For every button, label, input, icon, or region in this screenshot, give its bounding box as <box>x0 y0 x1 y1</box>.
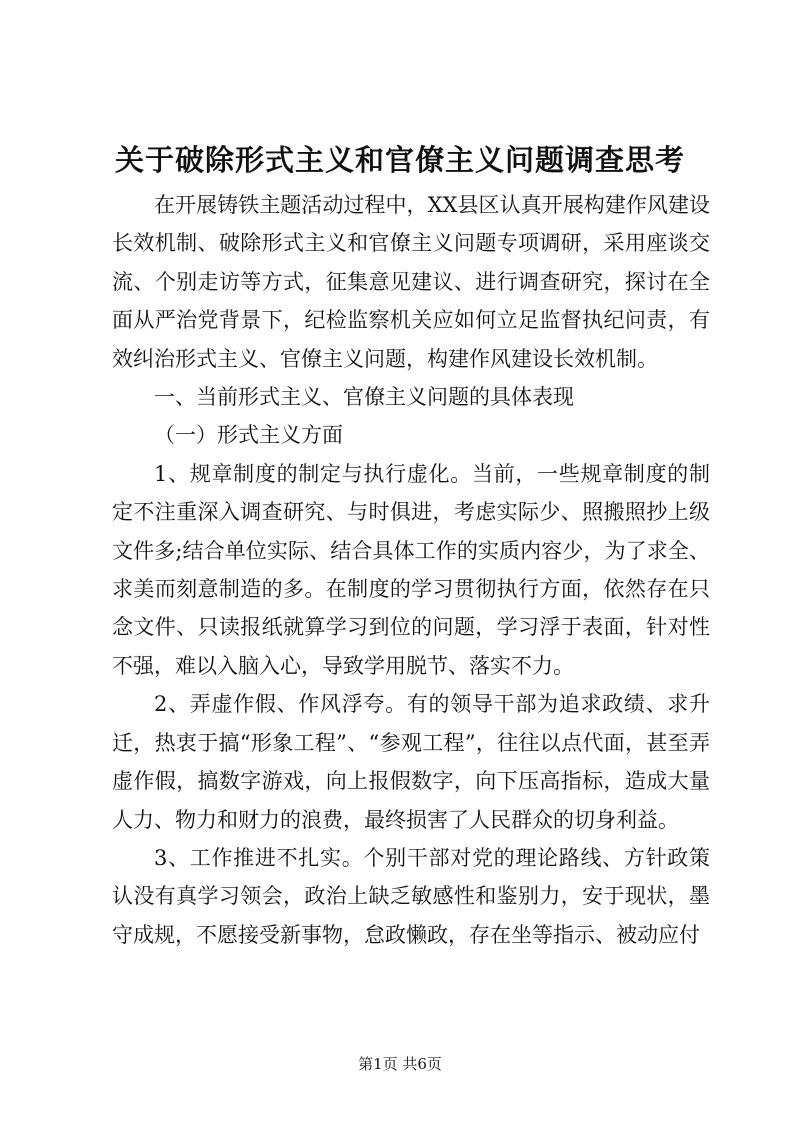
section-heading-1: 一、当前形式主义、官僚主义问题的具体表现 <box>154 385 574 410</box>
paragraph-item-2: 2、弄虚作假、作风浮夸。有的领导干部为追求政绩、求升迁，热衷于搞“形象工程”、“参观工程”，往往以点代面，甚至弄虚作假，搞数字游戏，向上报假数字，向下压高指标，造成大量人力、物力和财力的浪费，最终损害了人民群众的切身利益。 <box>112 692 710 832</box>
page-footer: 第1页 共6页 <box>358 1055 442 1073</box>
document-body <box>112 186 710 954</box>
subsection-heading-1: （一）形式主义方面 <box>154 423 343 448</box>
document-title: 关于破除形式主义和官僚主义问题调查思考 <box>114 143 685 177</box>
paragraph-item-1: 1、规章制度的制定与执行虚化。当前，一些规章制度的制定不注重深入调查研究、与时俱进，考虑实际少、照搬照抄上级文件多;结合单位实际、结合具体工作的实质内容少，为了求全、求美而刻意制造的多。在制度的学习贯彻执行方面，依然存在只念文件、只读报纸就算学习到位的问题，学习浮于表面，针对性不强，难以入脑入心，导致学用脱节、落实不力。 <box>112 461 710 678</box>
paragraph-item-3: 3、工作推进不扎实。个别干部对党的理论路线、方针政策认没有真学习领会，政治上缺乏敏感性和鉴别力，安于现状，墨守成规，不愿接受新事物，怠政懒政，存在坐等指示、被动应付 <box>112 845 710 947</box>
paragraph-intro: 在开展铸铁主题活动过程中，XX县区认真开展构建作风建设长效机制、破除形式主义和官僚主义问题专项调研，采用座谈交流、个别走访等方式，征集意见建议、进行调查研究，探讨在全面从严治党背景下，纪检监察机关应如何立足监督执纪问责，有效纠治形式主义、官僚主义问题，构建作风建设长效机制。 <box>112 193 710 371</box>
